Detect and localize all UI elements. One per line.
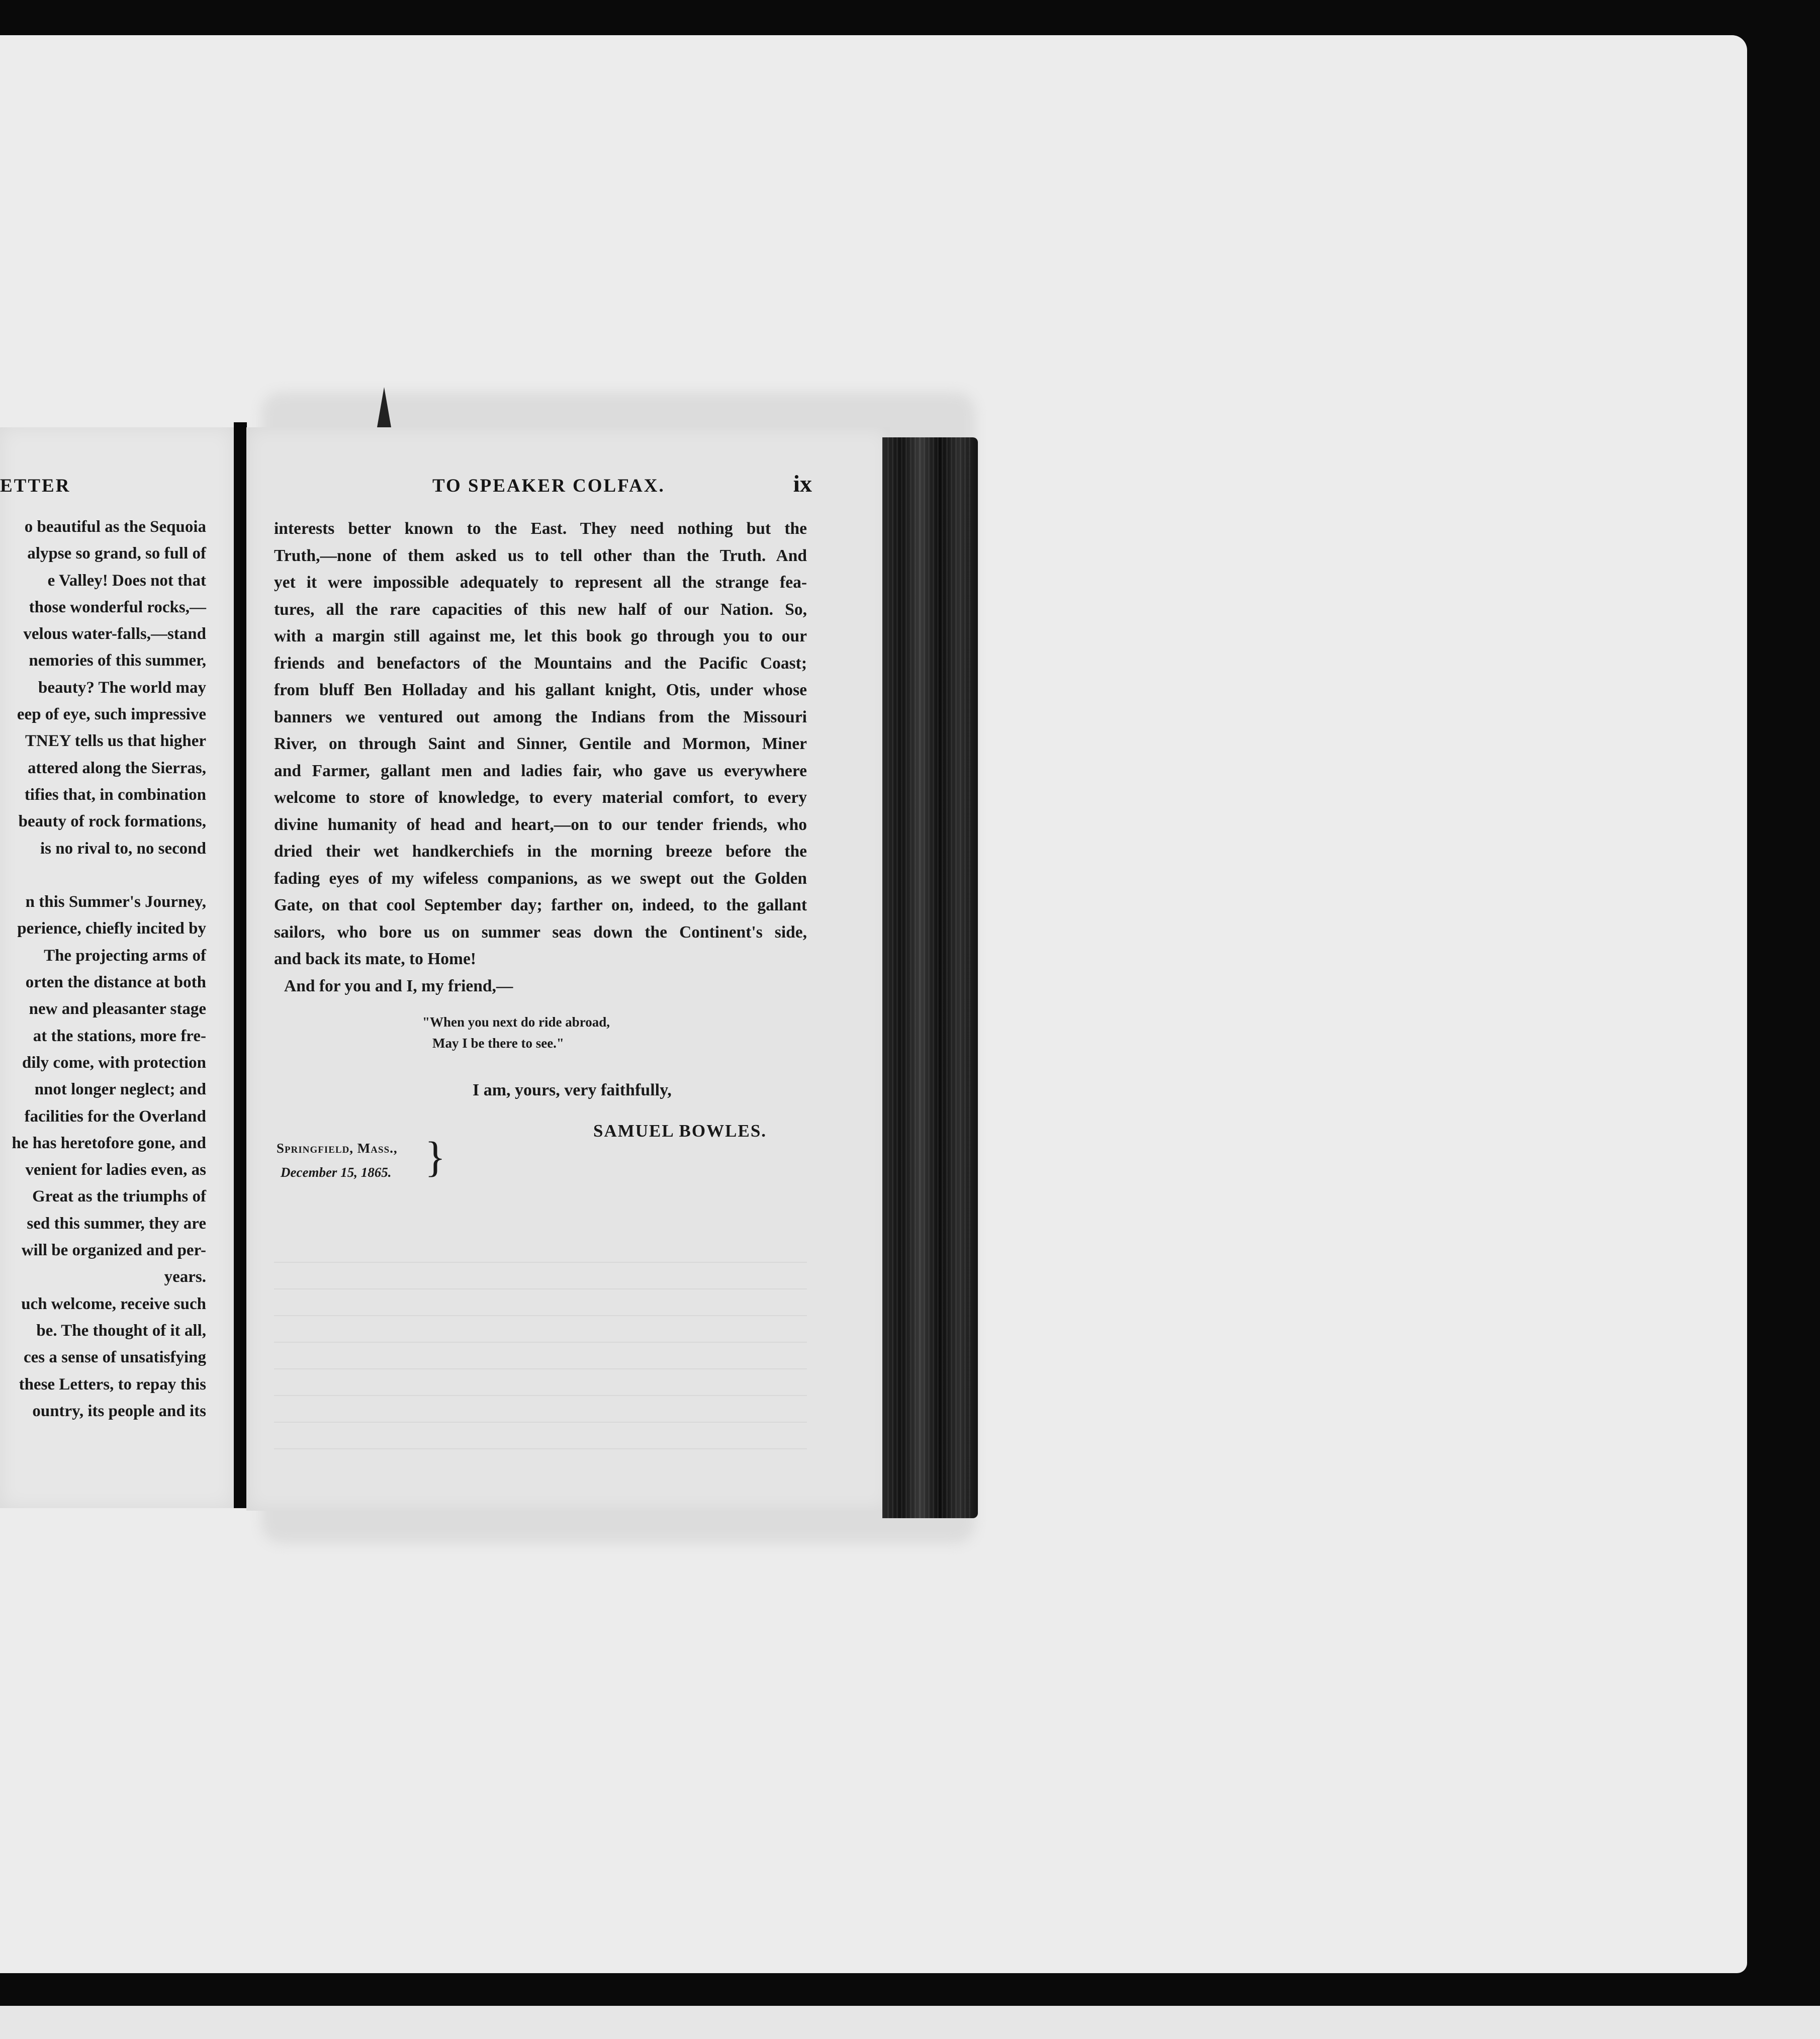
left-text-line: facilities for the Overland xyxy=(24,1107,206,1126)
dateline-date: December 15, 1865. xyxy=(281,1165,392,1180)
next-frame-strip xyxy=(0,2006,1820,2039)
right-text-line: Gate, on that cool September day; farther on, indeed, to the gallant xyxy=(274,896,807,914)
right-text-line: fading eyes of my wifeless companions, as we swept out the Golden xyxy=(274,869,807,888)
right-text-line: welcome to store of knowledge, to every material comfort, to every xyxy=(274,788,807,807)
right-text-line: sailors, who bore us on summer seas down the Continent's side, xyxy=(274,922,807,942)
left-text-line: beauty? The world may xyxy=(38,678,206,697)
left-text-line: new and pleasanter stage xyxy=(29,1000,206,1018)
left-text-line: these Letters, to repay this xyxy=(19,1375,206,1394)
right-text-line: from bluff Ben Holladay and his gallant knight, Otis, under whose xyxy=(274,681,807,699)
verse-line: May I be there to see." xyxy=(432,1036,564,1051)
left-text-line: venient for ladies even, as xyxy=(25,1161,206,1179)
dateline-brace: } xyxy=(425,1133,446,1181)
left-text-line: is no rival to, no second xyxy=(40,839,206,858)
left-text-line: dily come, with protection xyxy=(22,1053,206,1072)
page-number: ix xyxy=(793,471,812,497)
left-text-line: Great as the triumphs of xyxy=(32,1187,206,1206)
left-text-line: The projecting arms of xyxy=(44,946,206,965)
right-text-line: banners we ventured out among the Indians from the Missouri xyxy=(274,707,807,726)
left-text-line: o beautiful as the Sequoia xyxy=(24,518,206,536)
left-text-line: at the stations, more fre- xyxy=(33,1027,206,1045)
right-text-line: and back its mate, to Home! xyxy=(274,950,476,968)
left-text-line xyxy=(12,862,206,889)
right-text-line: interests better known to the East. They need nothing but the xyxy=(274,519,807,538)
right-text-line: tures, all the rare capacities of this new half of our Nation. So, xyxy=(274,600,807,619)
left-text-line: uch welcome, receive such xyxy=(21,1294,206,1313)
left-text-line: velous water-falls,—stand xyxy=(23,625,206,643)
left-text-line: ountry, its people and its xyxy=(32,1402,206,1420)
left-text-line: beauty of rock formations, xyxy=(18,812,206,831)
dateline-place: Springfield, Mass., xyxy=(277,1141,398,1156)
right-text-line: with a margin still against me, let this book go through you to our xyxy=(274,627,807,645)
left-running-head: ETTER xyxy=(0,476,71,496)
right-text-line: dried their wet handkerchiefs in the morning breeze before the xyxy=(274,842,807,861)
left-text-line: nnot longer neglect; and xyxy=(34,1080,206,1099)
left-text-line: alypse so grand, so full of xyxy=(27,544,206,563)
verse-quote xyxy=(422,1011,610,1054)
right-running-head: TO SPEAKER COLFAX. xyxy=(432,476,665,496)
left-text-line: attered along the Sierras, xyxy=(28,759,206,777)
left-text-line: n this Summer's Journey, xyxy=(25,893,206,911)
right-page xyxy=(246,427,890,1511)
left-text-line: sed this summer, they are xyxy=(27,1214,206,1233)
right-text-line: And for you and I, my friend,— xyxy=(284,976,513,995)
left-text-line: nemories of this summer, xyxy=(29,652,206,670)
show-through-text xyxy=(274,1262,807,1475)
left-text-line: eep of eye, such impressive xyxy=(17,705,206,724)
left-text-line: e Valley! Does not that xyxy=(47,571,206,590)
left-text-line: ces a sense of unsatisfying xyxy=(23,1348,206,1367)
verse-line: "When you next do ride abroad, xyxy=(422,1014,610,1030)
right-text-line: Truth,—none of them asked us to tell other than the Truth. And xyxy=(274,546,807,565)
left-text-line: years. xyxy=(164,1268,206,1286)
book-gutter xyxy=(234,422,247,1508)
left-text-line: he has heretofore gone, and xyxy=(12,1134,206,1152)
left-text-line: perience, chiefly incited by xyxy=(17,919,206,938)
left-text-line: TNEY tells us that higher xyxy=(25,732,206,751)
right-text-line: and Farmer, gallant men and ladies fair, who gave us everywhere xyxy=(274,761,807,780)
left-text-line: be. The thought of it all, xyxy=(36,1321,206,1340)
right-text-line: friends and benefactors of the Mountains and the Pacific Coast; xyxy=(274,654,807,673)
left-text-line: will be organized and per- xyxy=(21,1241,206,1260)
right-text-line: yet it were impossible adequately to represent all the strange fea- xyxy=(274,573,807,592)
left-text-line: those wonderful rocks,— xyxy=(29,598,206,616)
right-text-line: River, on through Saint and Sinner, Gentile and Mormon, Miner xyxy=(274,734,807,753)
right-page-text xyxy=(274,515,807,999)
left-page-text xyxy=(12,514,206,1425)
left-text-line: tifies that, in combination xyxy=(24,785,206,804)
ribbon-bookmark xyxy=(377,387,391,427)
letter-closing: I am, yours, very faithfully, xyxy=(473,1081,672,1099)
dateline xyxy=(277,1136,398,1184)
left-text-line: orten the distance at both xyxy=(25,973,206,992)
author-signature: SAMUEL BOWLES. xyxy=(593,1121,767,1141)
left-page xyxy=(0,427,234,1508)
book-fore-edge xyxy=(882,437,978,1518)
right-text-line: divine humanity of head and heart,—on to our tender friends, who xyxy=(274,815,807,834)
